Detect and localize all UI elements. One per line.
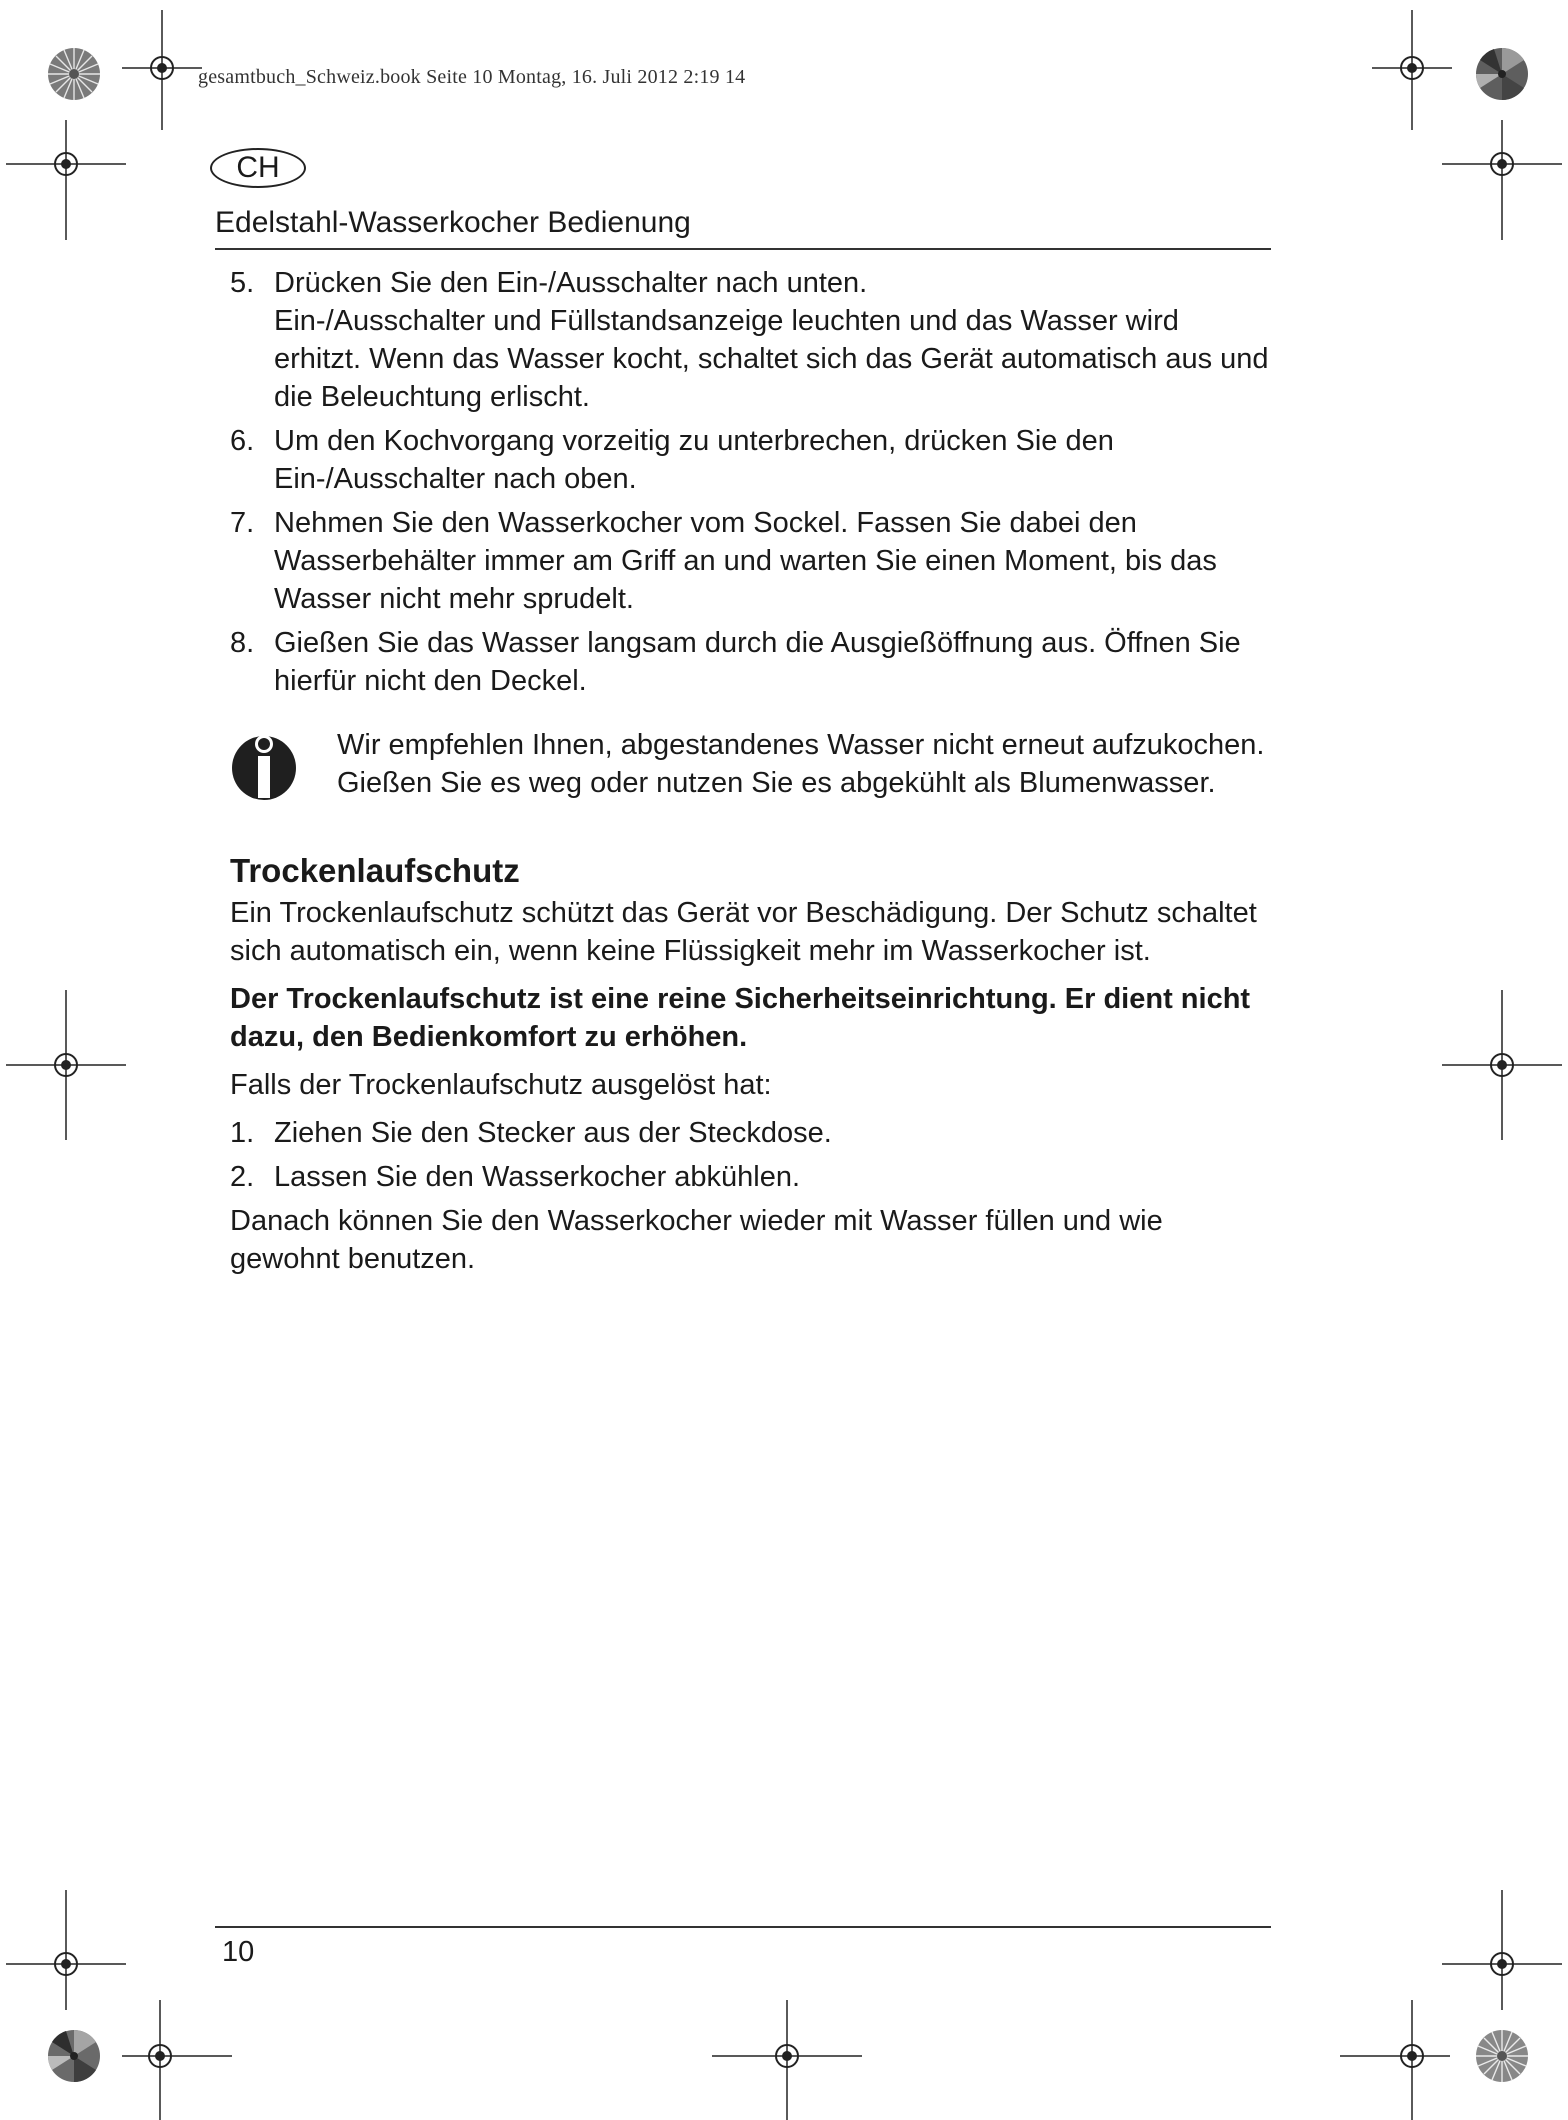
step-number: 6. <box>230 425 255 457</box>
step-number: 2. <box>230 1161 255 1193</box>
info-note <box>230 726 1270 812</box>
page-content <box>230 264 1270 1278</box>
step-number: 1. <box>230 1117 255 1149</box>
list-item <box>230 504 1270 618</box>
country-badge <box>210 148 306 188</box>
color-wheel-mark-bottom-left <box>46 2028 102 2084</box>
list-item <box>230 624 1270 700</box>
step-number: 7. <box>230 507 255 539</box>
list-item <box>230 264 1270 416</box>
crosshair-mark-top-right <box>1372 10 1452 130</box>
footer-rule <box>215 1926 1271 1928</box>
step-text: Nehmen Sie den Wasserkocher vom Sockel. Fassen Sie dabei den Wasserbehälter immer am Griff an und warten Sie einen Moment, bis das Wasser nicht mehr sprudelt. <box>274 507 1217 615</box>
step-number: 5. <box>230 267 255 299</box>
country-code: CH <box>236 151 280 184</box>
crosshair-mark-right-lower <box>1442 1890 1562 2010</box>
section-intro: Ein Trockenlaufschutz schützt das Gerät vor Beschädigung. Der Schutz schaltet sich automatisch ein, wenn keine Flüssigkeit mehr im Wasserkocher ist. <box>230 897 1257 967</box>
crosshair-mark-bottom-left <box>122 2000 232 2120</box>
header-rule <box>215 248 1271 250</box>
info-note-text: Wir empfehlen Ihnen, abgestandenes Wasser nicht erneut aufzukochen. Gießen Sie es weg oder nutzen Sie es abgekühlt als Blumenwasser. <box>337 729 1265 799</box>
step-number: 8. <box>230 627 255 659</box>
color-wheel-mark-bottom-right <box>1474 2028 1530 2084</box>
step-text: Lassen Sie den Wasserkocher abkühlen. <box>274 1161 801 1193</box>
list-item <box>230 1158 1270 1196</box>
safety-note: Der Trockenlaufschutz ist eine reine Sicherheitseinrichtung. Er dient nicht dazu, den Bedienkomfort zu erhöhen. <box>230 983 1251 1053</box>
color-wheel-mark-top-left <box>46 46 102 102</box>
dry-run-steps <box>230 1114 1270 1196</box>
print-slug: gesamtbuch_Schweiz.book Seite 10 Montag, 16. Juli 2012 2:19 14 <box>198 66 746 88</box>
page-number: 10 <box>222 1936 255 1968</box>
crosshair-mark-top-left <box>122 10 202 130</box>
step-text: Gießen Sie das Wasser langsam durch die Ausgießöffnung aus. Öffnen Sie hierfür nicht den Deckel. <box>274 627 1241 697</box>
info-icon <box>230 728 298 802</box>
step-continuation: Ein-/Ausschalter und Füllstandsanzeige leuchten und das Wasser wird erhitzt. Wenn das Wasser kocht, schaltet sich das Gerät automatisch aus und die Beleuchtung erlischt. <box>274 305 1269 413</box>
crosshair-mark-left-upper <box>6 120 126 240</box>
crosshair-mark-right-upper <box>1442 120 1562 240</box>
list-item <box>230 1114 1270 1152</box>
crosshair-mark-right-middle <box>1442 990 1562 1140</box>
step-text: Um den Kochvorgang vorzeitig zu unterbrechen, drücken Sie den Ein-/Ausschalter nach oben. <box>274 425 1114 495</box>
crosshair-mark-bottom-center <box>712 2000 862 2120</box>
section-lead: Falls der Trockenlaufschutz ausgelöst hat: <box>230 1069 772 1101</box>
section-closing: Danach können Sie den Wasserkocher wieder mit Wasser füllen und wie gewohnt benutzen. <box>230 1205 1163 1275</box>
operation-steps <box>230 264 1270 700</box>
crosshair-mark-bottom-right <box>1340 2000 1450 2120</box>
section-heading: Trockenlaufschutz <box>230 852 520 889</box>
crosshair-mark-left-middle <box>6 990 126 1140</box>
page-header-title: Edelstahl-Wasserkocher Bedienung <box>215 206 691 239</box>
step-text: Drücken Sie den Ein-/Ausschalter nach unten. <box>274 267 868 299</box>
color-wheel-mark-top-right <box>1474 46 1530 102</box>
step-text: Ziehen Sie den Stecker aus der Steckdose. <box>274 1117 832 1149</box>
crosshair-mark-left-lower <box>6 1890 126 2010</box>
list-item <box>230 422 1270 498</box>
